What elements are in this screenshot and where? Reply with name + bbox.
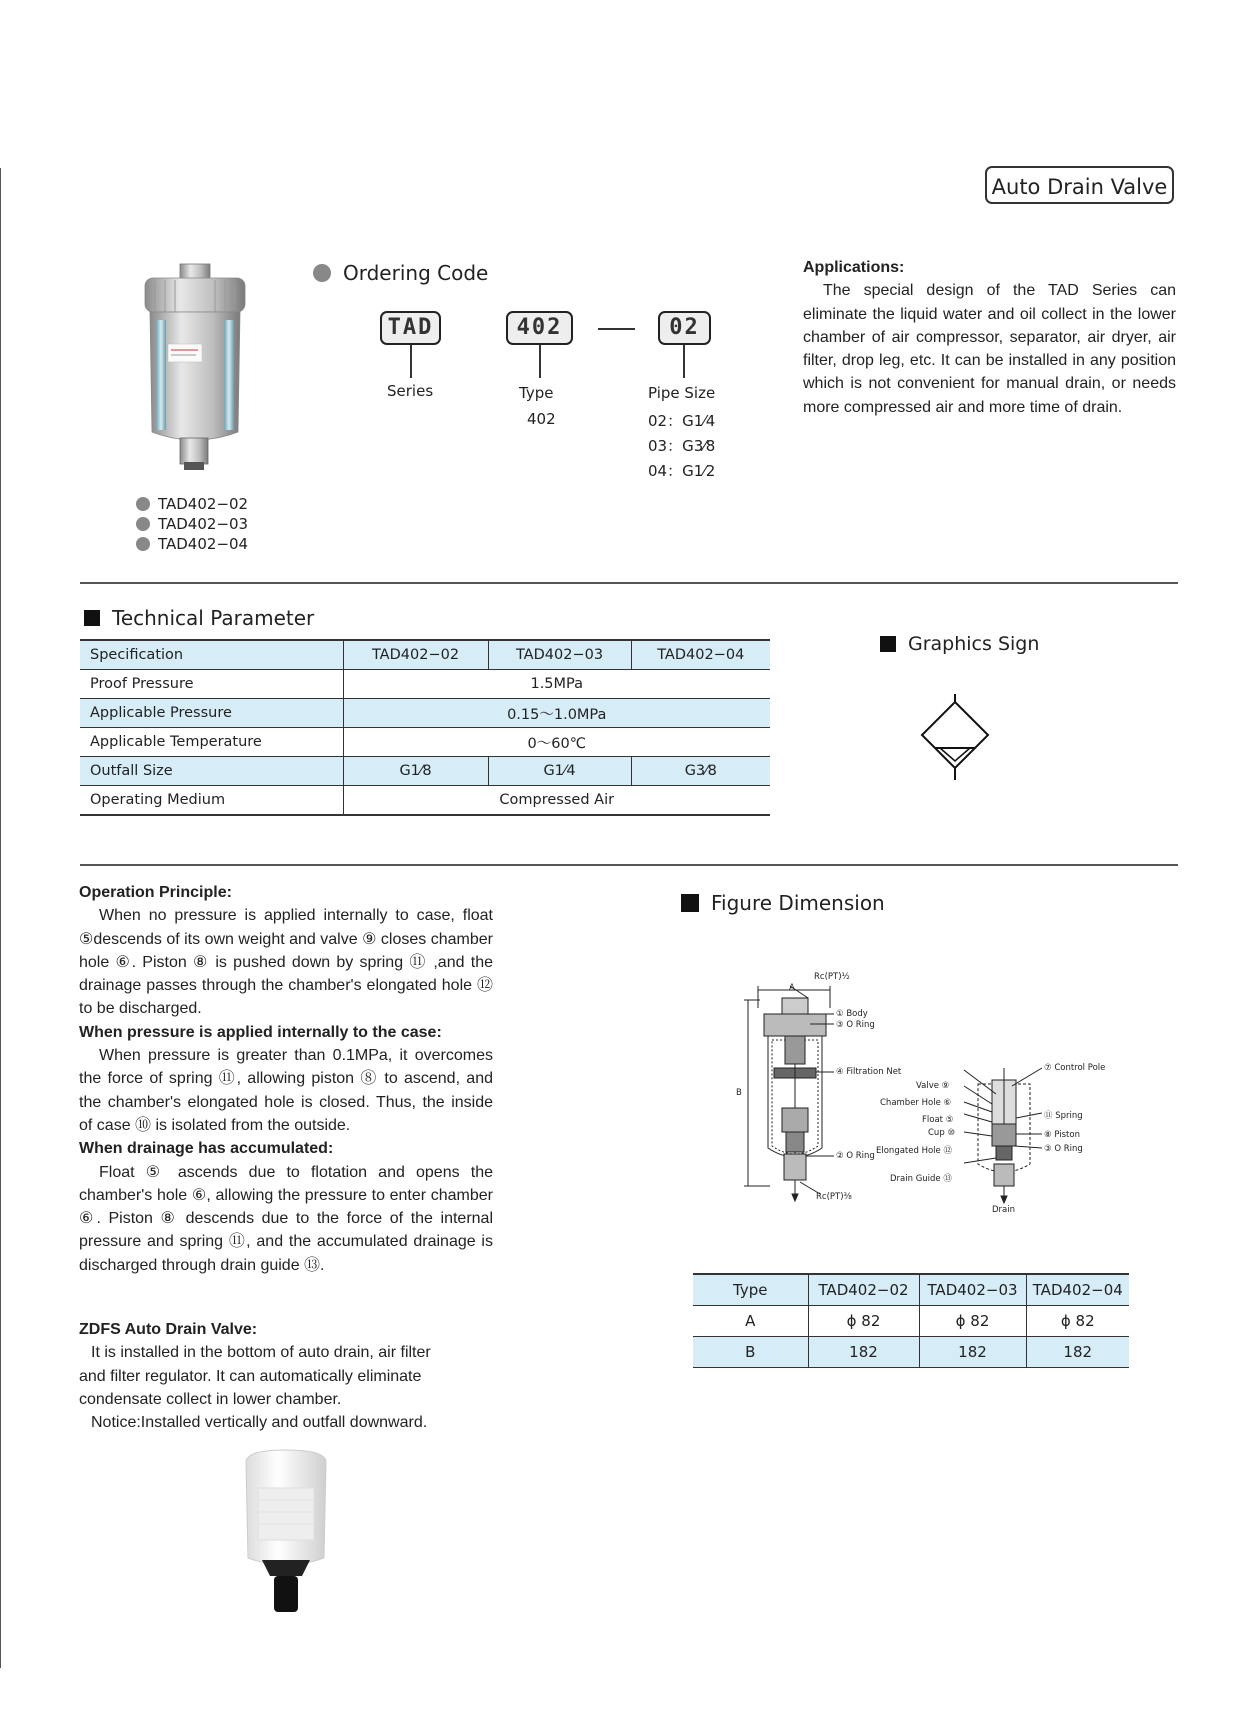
divider (80, 864, 1178, 866)
table-row: B 182 182 182 (693, 1337, 1129, 1368)
table-row: Operating Medium Compressed Air (80, 786, 770, 816)
square-bullet-icon (880, 636, 896, 652)
code-dash (598, 328, 635, 330)
type-label: Type (519, 384, 554, 402)
bullet-icon (136, 517, 150, 531)
square-bullet-icon (84, 610, 100, 626)
operation-principle-section (79, 881, 493, 1277)
operation-paragraph: When pressure is greater than 0.1MPa, it overcomes the force of spring ⑪, allowing piston ⑧ to ascend, and the chamber's elongated hole is closed. Thus, the inside of case ⑩ is isolated from the outside. (79, 1047, 493, 1134)
zdfs-product-image (240, 1448, 332, 1618)
figure-dimension-heading: Figure Dimension (681, 891, 885, 915)
model-item: TAD402−04 (136, 534, 248, 554)
technical-parameter-table (80, 639, 770, 816)
technical-parameter-heading: Technical Parameter (84, 606, 314, 630)
table-row: Specification TAD402−02 TAD402−03 TAD402−04 (80, 640, 770, 670)
operation-paragraph: Float ⑤ ascends due to flotation and opens the chamber's hole ⑥, allowing the pressure to enter chamber ⑥. Piston ⑧ descends due to the force of the internal pressure and spring ⑪, and the accumulated drainage is discharged through drain guide ⑬. (79, 1163, 493, 1274)
table-row: Applicable Temperature 0～60℃ (80, 728, 770, 757)
operation-subheading: When drainage has accumulated: (79, 1140, 334, 1158)
zdfs-heading: ZDFS Auto Drain Valve: (79, 1321, 258, 1338)
model-item: TAD402−03 (136, 514, 248, 534)
dimension-drawing: Rc(PT)½ A B ① Body ③ O Ring ④ Filtration Net ② O Ring Rc(PT)⅜ Valve ⑨ Chamber Hole ⑥ Float ⑤ Cup ⑩ Elongated Hole ⑫ Drain Guide ⑬ ⑦ Control Pole ⑪ Spring ⑧ Piston ③ O Ring Drain (730, 968, 1130, 1218)
applications-section (803, 256, 1176, 419)
applications-text: The special design of the TAD Series can eliminate the liquid water and oil collect in the lower chamber of air compressor, separator, air dryer, air filter, drop leg, etc. It can be installed in any position which is not convenient for manual drain, or needs more compressed air and more time of drain. (803, 282, 1176, 416)
zdfs-text: It is installed in the bottom of auto drain, air filter and filter regulator. It can automatically eliminate condensate collect in lower chamber. (79, 1344, 431, 1408)
table-row: A ϕ 82 ϕ 82 ϕ 82 (693, 1306, 1129, 1337)
ordering-code-heading: Ordering Code (313, 261, 488, 285)
operation-paragraph: When no pressure is applied internally to case, float ⑤descends of its own weight and valve ⑨ closes chamber hole ⑥. Piston ⑧ is pushed down by spring ⑪ ,and the drainage passes through the chamber's elongated hole ⑫ to be discharged. (79, 907, 493, 1018)
graphics-sign-heading: Graphics Sign (880, 633, 1039, 655)
filter-drain-symbol-icon (918, 694, 992, 780)
pipe-size-option: 04：G1⁄2 (648, 462, 716, 480)
series-code-box: TAD (380, 311, 441, 345)
table-row: Outfall Size G1⁄8 G1⁄4 G3⁄8 (80, 757, 770, 786)
divider (80, 582, 1178, 584)
operation-subheading: When pressure is applied internally to the case: (79, 1023, 442, 1041)
table-row: Proof Pressure 1.5MPa (80, 670, 770, 699)
page-title: Auto Drain Valve (985, 166, 1174, 204)
series-connector (410, 345, 412, 378)
table-row: Applicable Pressure 0.15～1.0MPa (80, 699, 770, 728)
zdfs-notice: Notice:Installed vertically and outfall downward. (91, 1414, 428, 1432)
model-list (136, 494, 248, 554)
pipe-size-option: 03：G3⁄8 (648, 437, 716, 455)
type-value: 402 (527, 410, 556, 428)
operation-heading: Operation Principle: (79, 884, 232, 901)
dimension-table (693, 1273, 1129, 1368)
model-item: TAD402−02 (136, 494, 248, 514)
series-label: Series (387, 382, 434, 400)
size-connector (683, 345, 685, 378)
type-connector (539, 345, 541, 378)
left-margin-line (0, 168, 1, 1668)
tad402-product-image (140, 262, 250, 472)
type-code-box: 402 (506, 311, 573, 345)
pipe-size-option: 02：G1⁄4 (648, 412, 716, 430)
bullet-icon (313, 264, 331, 282)
size-code-box: 02 (658, 311, 711, 345)
table-row: Type TAD402−02 TAD402−03 TAD402−04 (693, 1274, 1129, 1306)
square-bullet-icon (681, 894, 699, 912)
zdfs-section (79, 1318, 451, 1434)
bullet-icon (136, 537, 150, 551)
applications-heading: Applications: (803, 259, 905, 276)
bullet-icon (136, 497, 150, 511)
pipe-size-label: Pipe Size (648, 384, 716, 402)
